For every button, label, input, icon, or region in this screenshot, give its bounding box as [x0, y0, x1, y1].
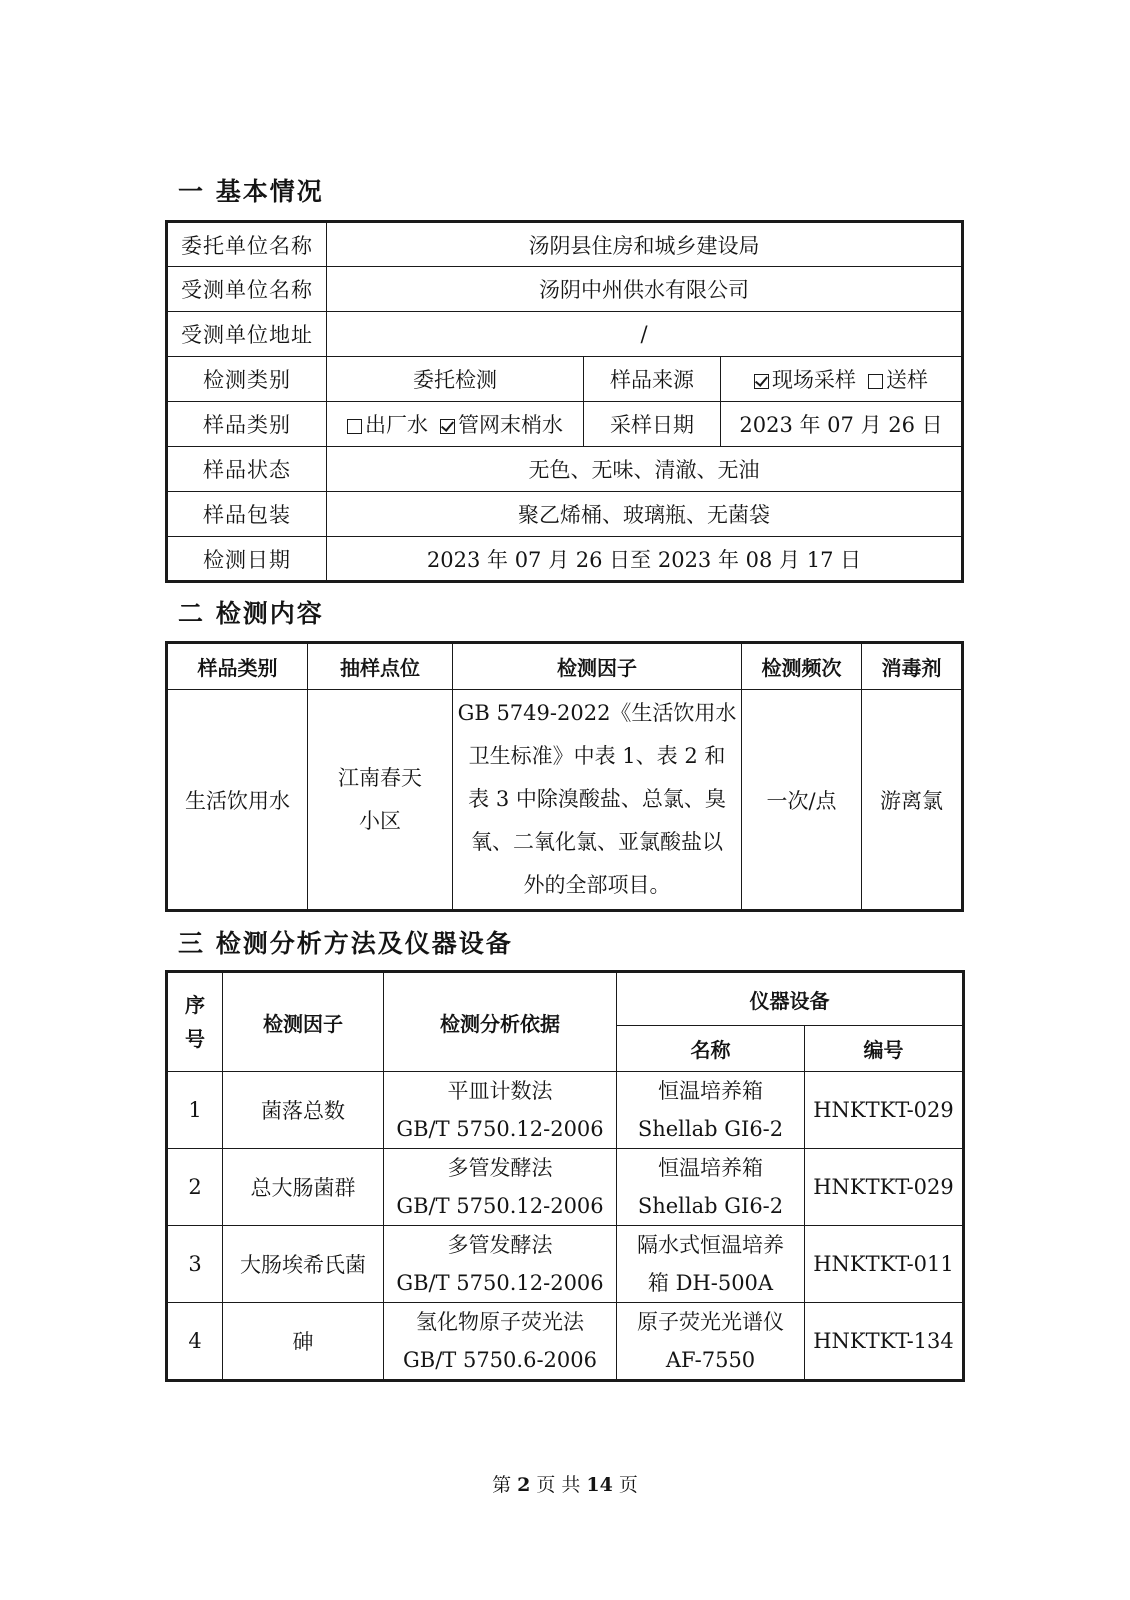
sample-source-options [721, 357, 963, 402]
test-content-table [165, 641, 964, 912]
header-instrument-code: 编号 [805, 1026, 964, 1072]
network-end-water-option[interactable]: 管网末梢水 [440, 413, 563, 437]
instrument-name-cell: 原子荧光光谱仪 AF-7550 [617, 1303, 805, 1381]
factor-cell: 总大肠菌群 [223, 1149, 384, 1226]
sample-state-value: 无色、无味、清澈、无油 [327, 447, 963, 492]
sample-type-options [327, 402, 584, 447]
tested-unit-label: 受测单位名称 [167, 267, 327, 312]
table-row [167, 492, 963, 537]
basic-info-table [165, 220, 964, 583]
header-basis: 检测分析依据 [384, 972, 617, 1072]
factor-cell: 砷 [223, 1303, 384, 1381]
table-row [167, 537, 963, 582]
checkbox-icon[interactable] [440, 419, 455, 434]
sampling-point-cell: 江南春天 小区 [308, 690, 453, 911]
table-header-row [167, 643, 963, 690]
header-sampling-point: 抽样点位 [308, 643, 453, 690]
section-title-methods: 三 检测分析方法及仪器设备 [178, 929, 513, 958]
factory-water-option[interactable]: 出厂水 [347, 413, 428, 437]
instrument-code-cell: HNKTKT-011 [805, 1226, 964, 1303]
table-row [167, 357, 963, 402]
basis-cell: 多管发酵法 GB/T 5750.12-2006 [384, 1149, 617, 1226]
frequency-cell: 一次/点 [742, 690, 862, 911]
sample-state-label: 样品状态 [167, 447, 327, 492]
basis-cell: 平皿计数法 GB/T 5750.12-2006 [384, 1072, 617, 1149]
test-date-value: 2023 年 07 月 26 日至 2023 年 08 月 17 日 [327, 537, 963, 582]
seq-cell: 3 [167, 1226, 223, 1303]
client-value: 汤阴县住房和城乡建设局 [327, 222, 963, 267]
address-value: / [327, 312, 963, 357]
instrument-name-cell: 隔水式恒温培养 箱 DH-500A [617, 1226, 805, 1303]
tested-unit-value: 汤阴中州供水有限公司 [327, 267, 963, 312]
onsite-sampling-option[interactable]: 现场采样 [754, 368, 856, 392]
checkbox-icon[interactable] [754, 374, 769, 389]
factor-cell: 菌落总数 [223, 1072, 384, 1149]
instrument-name-cell: 恒温培养箱 Shellab GI6-2 [617, 1149, 805, 1226]
seq-cell: 2 [167, 1149, 223, 1226]
test-type-value: 委托检测 [327, 357, 584, 402]
basis-cell: 多管发酵法 GB/T 5750.12-2006 [384, 1226, 617, 1303]
basis-cell: 氢化物原子荧光法 GB/T 5750.6-2006 [384, 1303, 617, 1381]
header-seq: 序 号 [167, 972, 223, 1072]
seq-cell: 4 [167, 1303, 223, 1381]
table-row [167, 690, 963, 911]
sample-type-label: 样品类别 [167, 402, 327, 447]
table-header-row [167, 972, 964, 1026]
instrument-code-cell: HNKTKT-029 [805, 1072, 964, 1149]
header-factor: 检测因子 [223, 972, 384, 1072]
factor-cell: 大肠埃希氏菌 [223, 1226, 384, 1303]
header-sample-type: 样品类别 [167, 643, 308, 690]
sample-package-value: 聚乙烯桶、玻璃瓶、无菌袋 [327, 492, 963, 537]
methods-table [165, 970, 965, 1382]
client-label: 委托单位名称 [167, 222, 327, 267]
page-footer: 第 2 页 共 14 页 [492, 1474, 638, 1496]
header-disinfectant: 消毒剂 [862, 643, 963, 690]
sample-package-label: 样品包装 [167, 492, 327, 537]
header-instrument-name: 名称 [617, 1026, 805, 1072]
test-type-label: 检测类别 [167, 357, 327, 402]
table-row [167, 1149, 964, 1226]
table-row [167, 267, 963, 312]
sample-source-label: 样品来源 [584, 357, 721, 402]
sampling-date-value: 2023 年 07 月 26 日 [721, 402, 963, 447]
checkbox-icon[interactable] [868, 374, 883, 389]
header-instrument: 仪器设备 [617, 972, 964, 1026]
table-row [167, 1226, 964, 1303]
table-row [167, 447, 963, 492]
test-date-label: 检测日期 [167, 537, 327, 582]
section-title-basic-info: 一 基本情况 [178, 177, 324, 206]
seq-cell: 1 [167, 1072, 223, 1149]
header-frequency: 检测频次 [742, 643, 862, 690]
disinfectant-cell: 游离氯 [862, 690, 963, 911]
table-row [167, 312, 963, 357]
total-pages: 14 [586, 1474, 613, 1496]
table-row [167, 222, 963, 267]
table-row [167, 1303, 964, 1381]
table-row [167, 402, 963, 447]
address-label: 受测单位地址 [167, 312, 327, 357]
table-row [167, 1072, 964, 1149]
sampling-date-label: 采样日期 [584, 402, 721, 447]
section-title-test-content: 二 检测内容 [178, 599, 324, 628]
test-factor-cell: GB 5749-2022《生活饮用水 卫生标准》中表 1、表 2 和 表 3 中除溴酸盐、总氯、臭 氧、二氧化氯、亚氯酸盐以 外的全部项目。 [453, 690, 742, 911]
instrument-name-cell: 恒温培养箱 Shellab GI6-2 [617, 1072, 805, 1149]
instrument-code-cell: HNKTKT-134 [805, 1303, 964, 1381]
delivered-sample-option[interactable]: 送样 [868, 368, 928, 392]
checkbox-icon[interactable] [347, 419, 362, 434]
page-number: 2 [517, 1474, 531, 1496]
header-test-factor: 检测因子 [453, 643, 742, 690]
instrument-code-cell: HNKTKT-029 [805, 1149, 964, 1226]
sample-type-cell: 生活饮用水 [167, 690, 308, 911]
